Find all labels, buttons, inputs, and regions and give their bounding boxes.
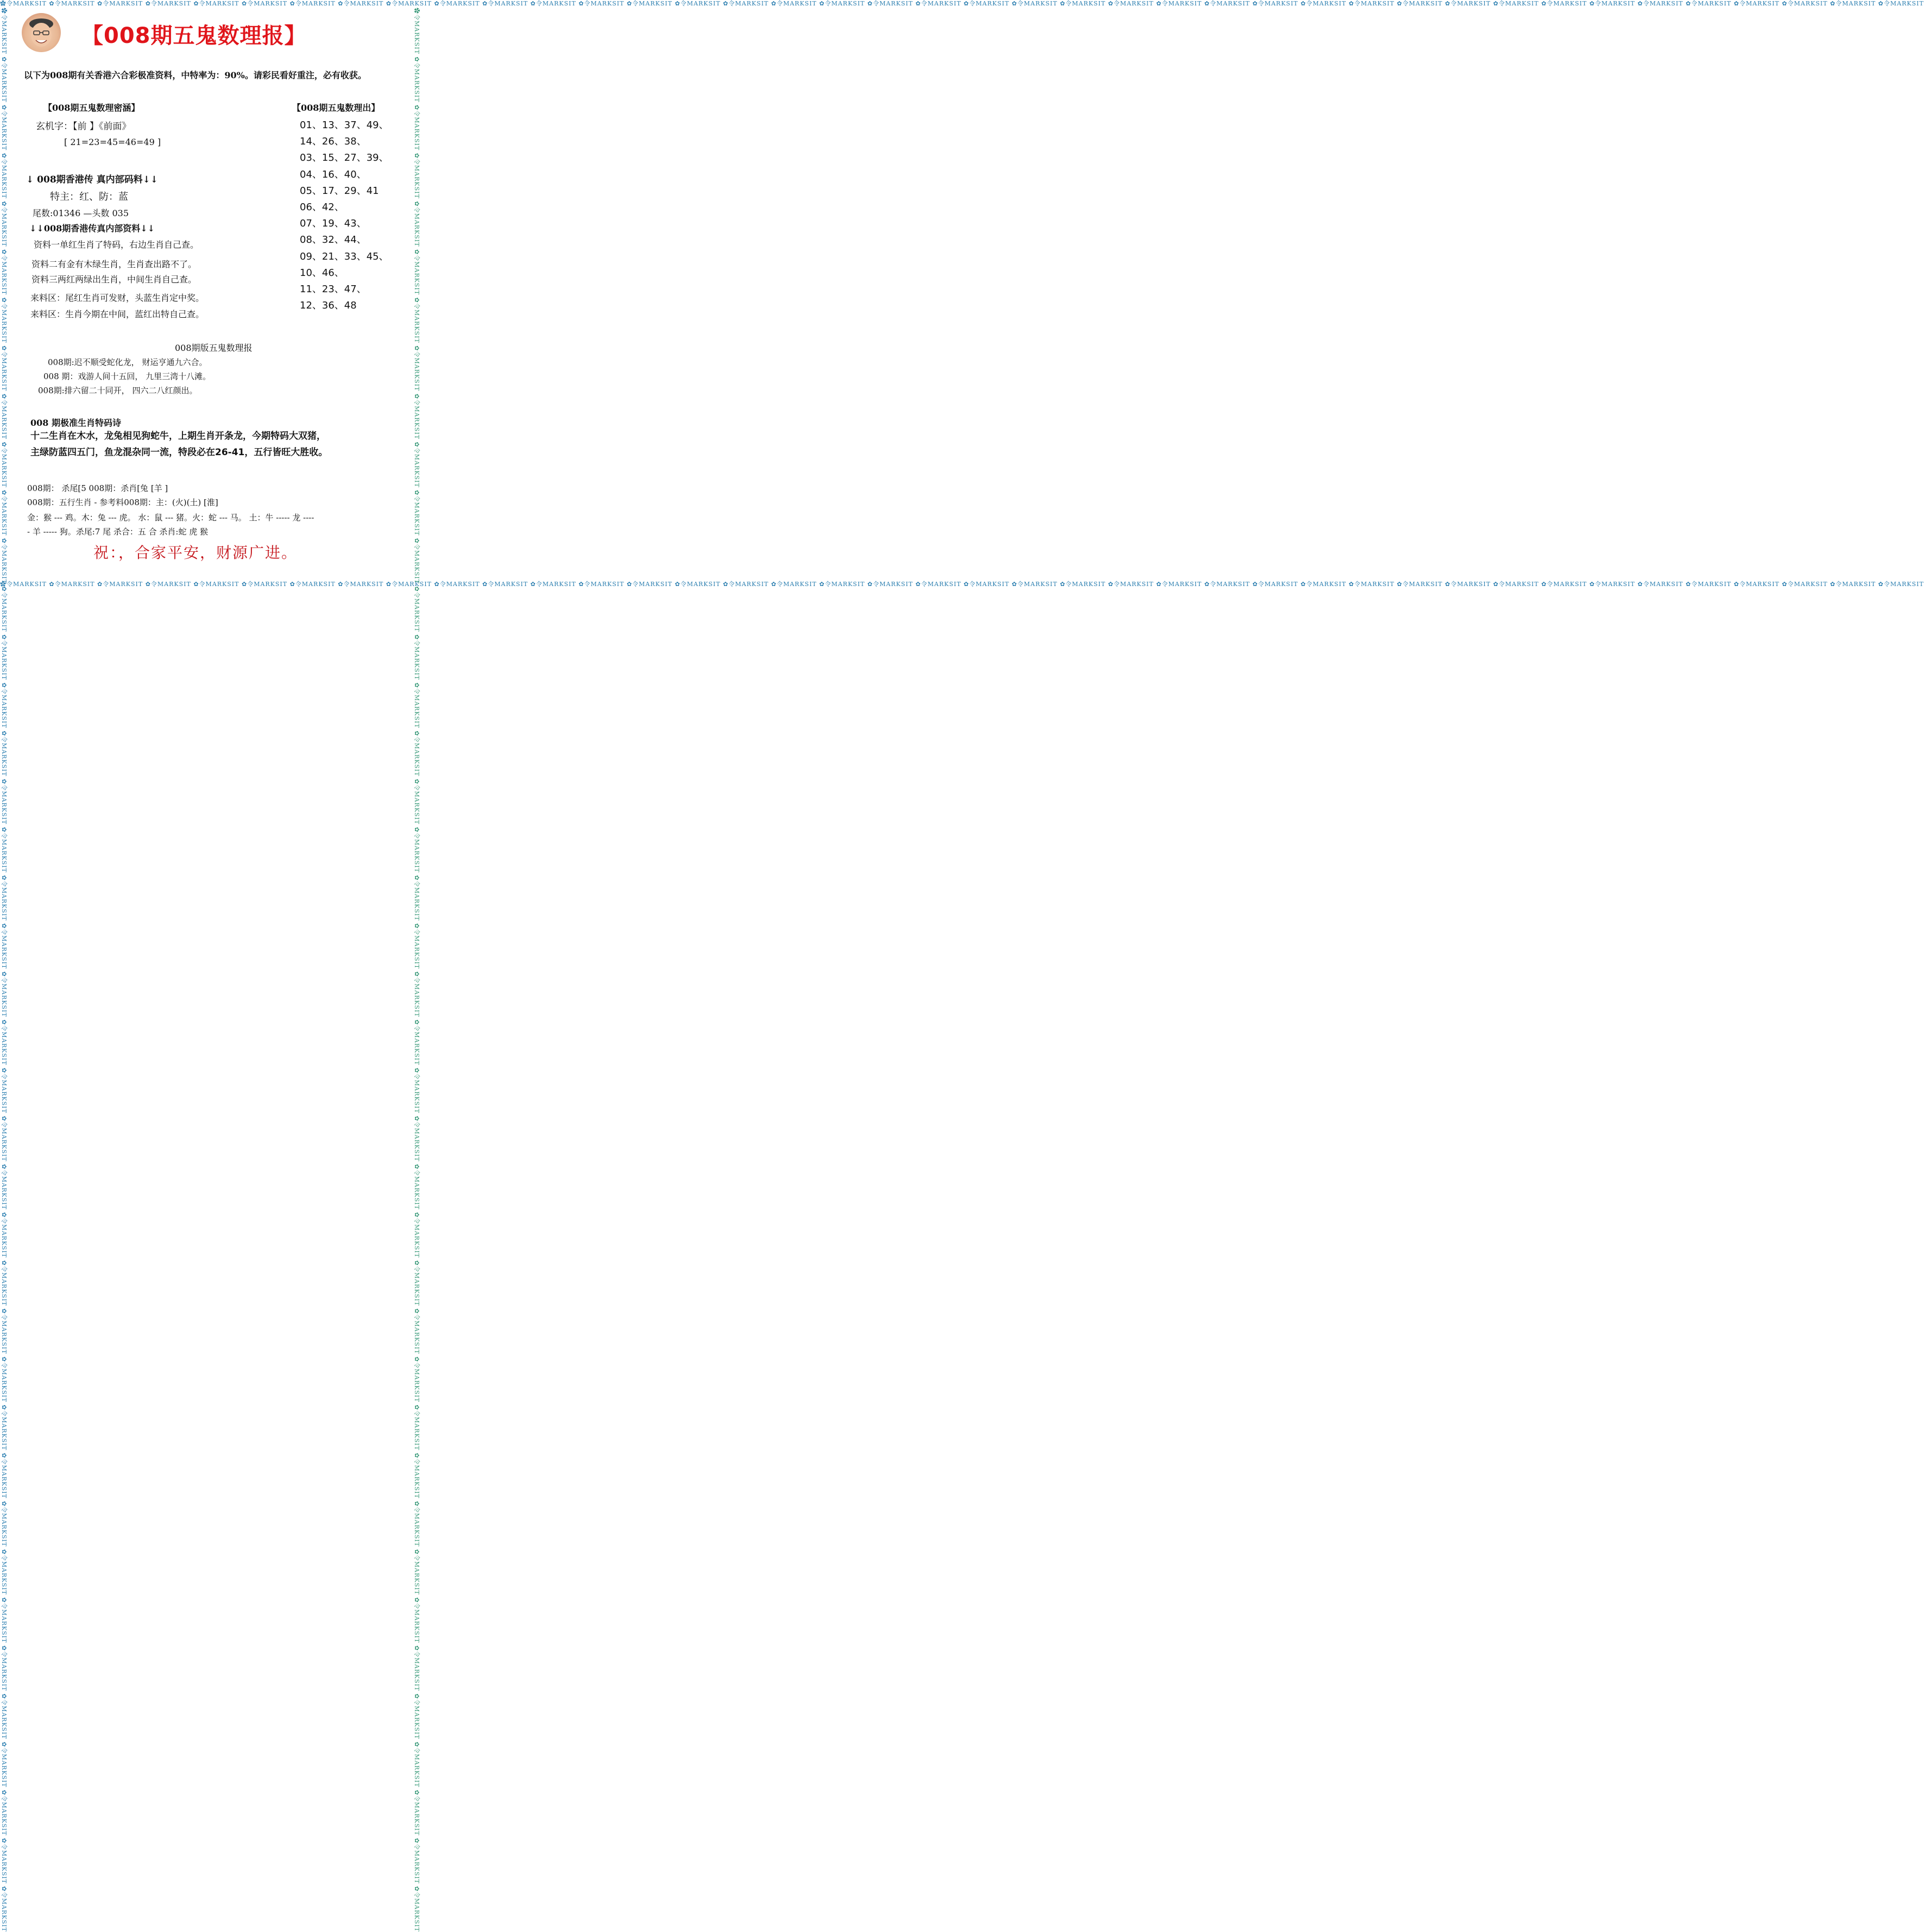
material-text: 尾红生肖可发财，头蓝生肖定中奖。 bbox=[65, 293, 205, 303]
left-watermark-border: ✿令MARKSIT ✿令MARKSIT ✿令MARKSIT ✿令MARKSIT ✿令MARKSIT ✿令MARKSIT ✿令MARKSIT ✿令MARKSIT ✿令MARKSIT ✿令MARKSIT ✿令MARKSIT ✿令MARKSIT ✿令MARKSIT ✿令MARKSIT ✿令MARKSIT ✿令MARKSIT ✿令MARKSIT ✿令MARKSIT ✿令MARKSIT ✿令MARKSIT ✿令MARKSIT ✿令MARKSIT ✿令MARKSIT ✿令MARKSIT ✿令MARKSIT ✿令MARKSIT ✿令MARKSIT ✿令MARKSIT ✿令MARKSIT ✿令MARKSIT ✿令MARKSIT ✿令MARKSIT ✿令MARKSIT ✿令MARKSIT ✿令MARKSIT ✿令MARKSIT ✿令MARKSIT ✿令MARKSIT ✿令MARKSIT ✿令MARKSIT bbox=[1, 8, 8, 1932]
numbers-heading: 【008期五鬼数理出】 bbox=[292, 103, 380, 113]
poem-line: 十二生肖在木水，龙兔相见狗蛇牛，上期生肖开条龙，今期特码大双猪， bbox=[30, 431, 326, 442]
mystic-word: 玄机字：【前 】《前面》 bbox=[36, 121, 131, 132]
footer-line-2: 008期：五行生肖 - 参考料008期：主：(火)(土) [淮] bbox=[27, 498, 218, 507]
hk-legend-heading-2: ↓↓008期香港传真内部资料↓↓ bbox=[29, 223, 155, 234]
connotation-heading: 【008期五鬼数理密涵】 bbox=[43, 103, 140, 113]
number-row: 04、16、40、 bbox=[300, 168, 367, 180]
material-text: 单红生肖了特码，右边生肖自己查。 bbox=[60, 240, 199, 250]
number-row: 03、15、27、39、 bbox=[300, 152, 389, 164]
material-item bbox=[30, 291, 204, 304]
number-row: 14、26、38、 bbox=[300, 136, 367, 148]
material-item bbox=[31, 273, 197, 285]
top-watermark-border: ✿令MARKSIT ✿令MARKSIT ✿令MARKSIT ✿令MARKSIT ✿令MARKSIT ✿令MARKSIT ✿令MARKSIT ✿令MARKSIT ✿令MARKSIT ✿令MARKSIT ✿令MARKSIT ✿令MARKSIT ✿令MARKSIT ✿令MARKSIT ✿令MARKSIT ✿令MARKSIT ✿令MARKSIT ✿令MARKSIT ✿令MARKSIT ✿令MARKSIT ✿令MARKSIT ✿令MARKSIT ✿令MARKSIT ✿令MARKSIT ✿令MARKSIT ✿令MARKSIT ✿令MARKSIT ✿令MARKSIT ✿令MARKSIT ✿令MARKSIT ✿令MARKSIT ✿令MARKSIT ✿令MARKSIT ✿令MARKSIT ✿令MARKSIT ✿令MARKSIT ✿令MARKSIT ✿令MARKSIT ✿令MARKSIT ✿令MARKSIT bbox=[0, 0, 1924, 7]
avatar-portrait bbox=[22, 13, 61, 52]
edition-line: 008期:排六留二十同开， 四六二八红颜出。 bbox=[38, 386, 198, 395]
number-row: 12、36、48 bbox=[300, 300, 357, 312]
material-label: 资料三 bbox=[31, 274, 58, 285]
footer-line-3: 金：猴 --- 鸡。木：兔 --- 虎。 水：鼠 --- 猪。火：蛇 --- 马。 土：牛 ----- 龙 ---- bbox=[27, 513, 314, 523]
material-label: 资料二 bbox=[31, 259, 58, 269]
hk-legend-heading: ↓ 008期香港传 真内部码料↓↓ bbox=[26, 174, 159, 185]
blessing-text: 祝：，合家平安，财源广进。 bbox=[93, 544, 298, 562]
intro-text: 以下为008期有关香港六合彩极准资料，中特率为：90%。请彩民看好重注，必有收获。 bbox=[24, 70, 367, 80]
number-row: 09、21、33、45、 bbox=[300, 250, 389, 262]
poem-heading: 008 期极准生肖特码诗 bbox=[30, 418, 121, 428]
poem-body bbox=[30, 428, 327, 461]
footer-line-4: - 羊 ----- 狗。杀尾:7 尾 杀合：五 合 杀肖:蛇 虎 猴 bbox=[27, 527, 208, 537]
number-row: 07、19、43、 bbox=[300, 218, 367, 230]
numbers-list bbox=[300, 117, 408, 314]
material-label: 来料区： bbox=[30, 309, 66, 319]
page-title: 【008期五鬼数理报】 bbox=[81, 23, 307, 48]
material-label: 来料区： bbox=[30, 293, 66, 303]
material-item bbox=[30, 307, 204, 320]
number-row: 06、42、 bbox=[300, 201, 344, 213]
number-row: 01、13、37、49、 bbox=[300, 119, 389, 131]
tail-head-numbers: 尾数:01346 —头数 035 bbox=[33, 208, 129, 218]
material-item bbox=[34, 238, 199, 250]
edition-heading: 008期版五鬼数理报 bbox=[175, 343, 253, 353]
number-row: 10、46、 bbox=[300, 267, 344, 279]
footer-line-1: 008期： 杀尾[5 008期：杀肖[兔 [羊 ] bbox=[27, 483, 168, 493]
number-row: 08、32、44、 bbox=[300, 234, 367, 246]
number-row: 11、23、47、 bbox=[300, 283, 367, 295]
equation: [ 21=23=45=46=49 ] bbox=[64, 137, 161, 147]
material-text: 生肖今期在中间，蓝红出特自己查。 bbox=[65, 309, 205, 319]
material-item bbox=[31, 257, 197, 270]
edition-line: 008期:迟不顺受蛇化龙， 财运亨通九六合。 bbox=[48, 357, 207, 367]
right-watermark-border: ✿令MARKSIT ✿令MARKSIT ✿令MARKSIT ✿令MARKSIT ✿令MARKSIT ✿令MARKSIT ✿令MARKSIT ✿令MARKSIT ✿令MARKSIT ✿令MARKSIT ✿令MARKSIT ✿令MARKSIT ✿令MARKSIT ✿令MARKSIT ✿令MARKSIT ✿令MARKSIT ✿令MARKSIT ✿令MARKSIT ✿令MARKSIT ✿令MARKSIT ✿令MARKSIT ✿令MARKSIT ✿令MARKSIT ✿令MARKSIT ✿令MARKSIT ✿令MARKSIT ✿令MARKSIT ✿令MARKSIT ✿令MARKSIT ✿令MARKSIT ✿令MARKSIT ✿令MARKSIT ✿令MARKSIT ✿令MARKSIT ✿令MARKSIT ✿令MARKSIT ✿令MARKSIT ✿令MARKSIT ✿令MARKSIT ✿令MARKSIT bbox=[413, 8, 420, 1932]
special-main: 特主：红、防：蓝 bbox=[50, 191, 128, 203]
edition-line: 008 期：戏游人间十五回， 九里三湾十八滩。 bbox=[43, 372, 211, 381]
poem-line: 主绿防蓝四五门，鱼龙混杂同一流，特段必在26-41，五行皆旺大胜收。 bbox=[30, 447, 328, 458]
material-text: 两红两绿出生肖，中间生肖自己查。 bbox=[58, 274, 197, 285]
material-label: 资料一 bbox=[34, 240, 60, 250]
number-row: 05、17、29、41 bbox=[300, 185, 379, 197]
bottom-watermark-border: ✿令MARKSIT ✿令MARKSIT ✿令MARKSIT ✿令MARKSIT ✿令MARKSIT ✿令MARKSIT ✿令MARKSIT ✿令MARKSIT ✿令MARKSIT ✿令MARKSIT ✿令MARKSIT ✿令MARKSIT ✿令MARKSIT ✿令MARKSIT ✿令MARKSIT ✿令MARKSIT ✿令MARKSIT ✿令MARKSIT ✿令MARKSIT ✿令MARKSIT ✿令MARKSIT ✿令MARKSIT ✿令MARKSIT ✿令MARKSIT ✿令MARKSIT ✿令MARKSIT ✿令MARKSIT ✿令MARKSIT ✿令MARKSIT ✿令MARKSIT ✿令MARKSIT ✿令MARKSIT ✿令MARKSIT ✿令MARKSIT ✿令MARKSIT ✿令MARKSIT ✿令MARKSIT ✿令MARKSIT ✿令MARKSIT ✿令MARKSIT bbox=[0, 581, 1924, 588]
material-text: 有金有木绿生肖，生肖查出路不了。 bbox=[58, 259, 197, 269]
